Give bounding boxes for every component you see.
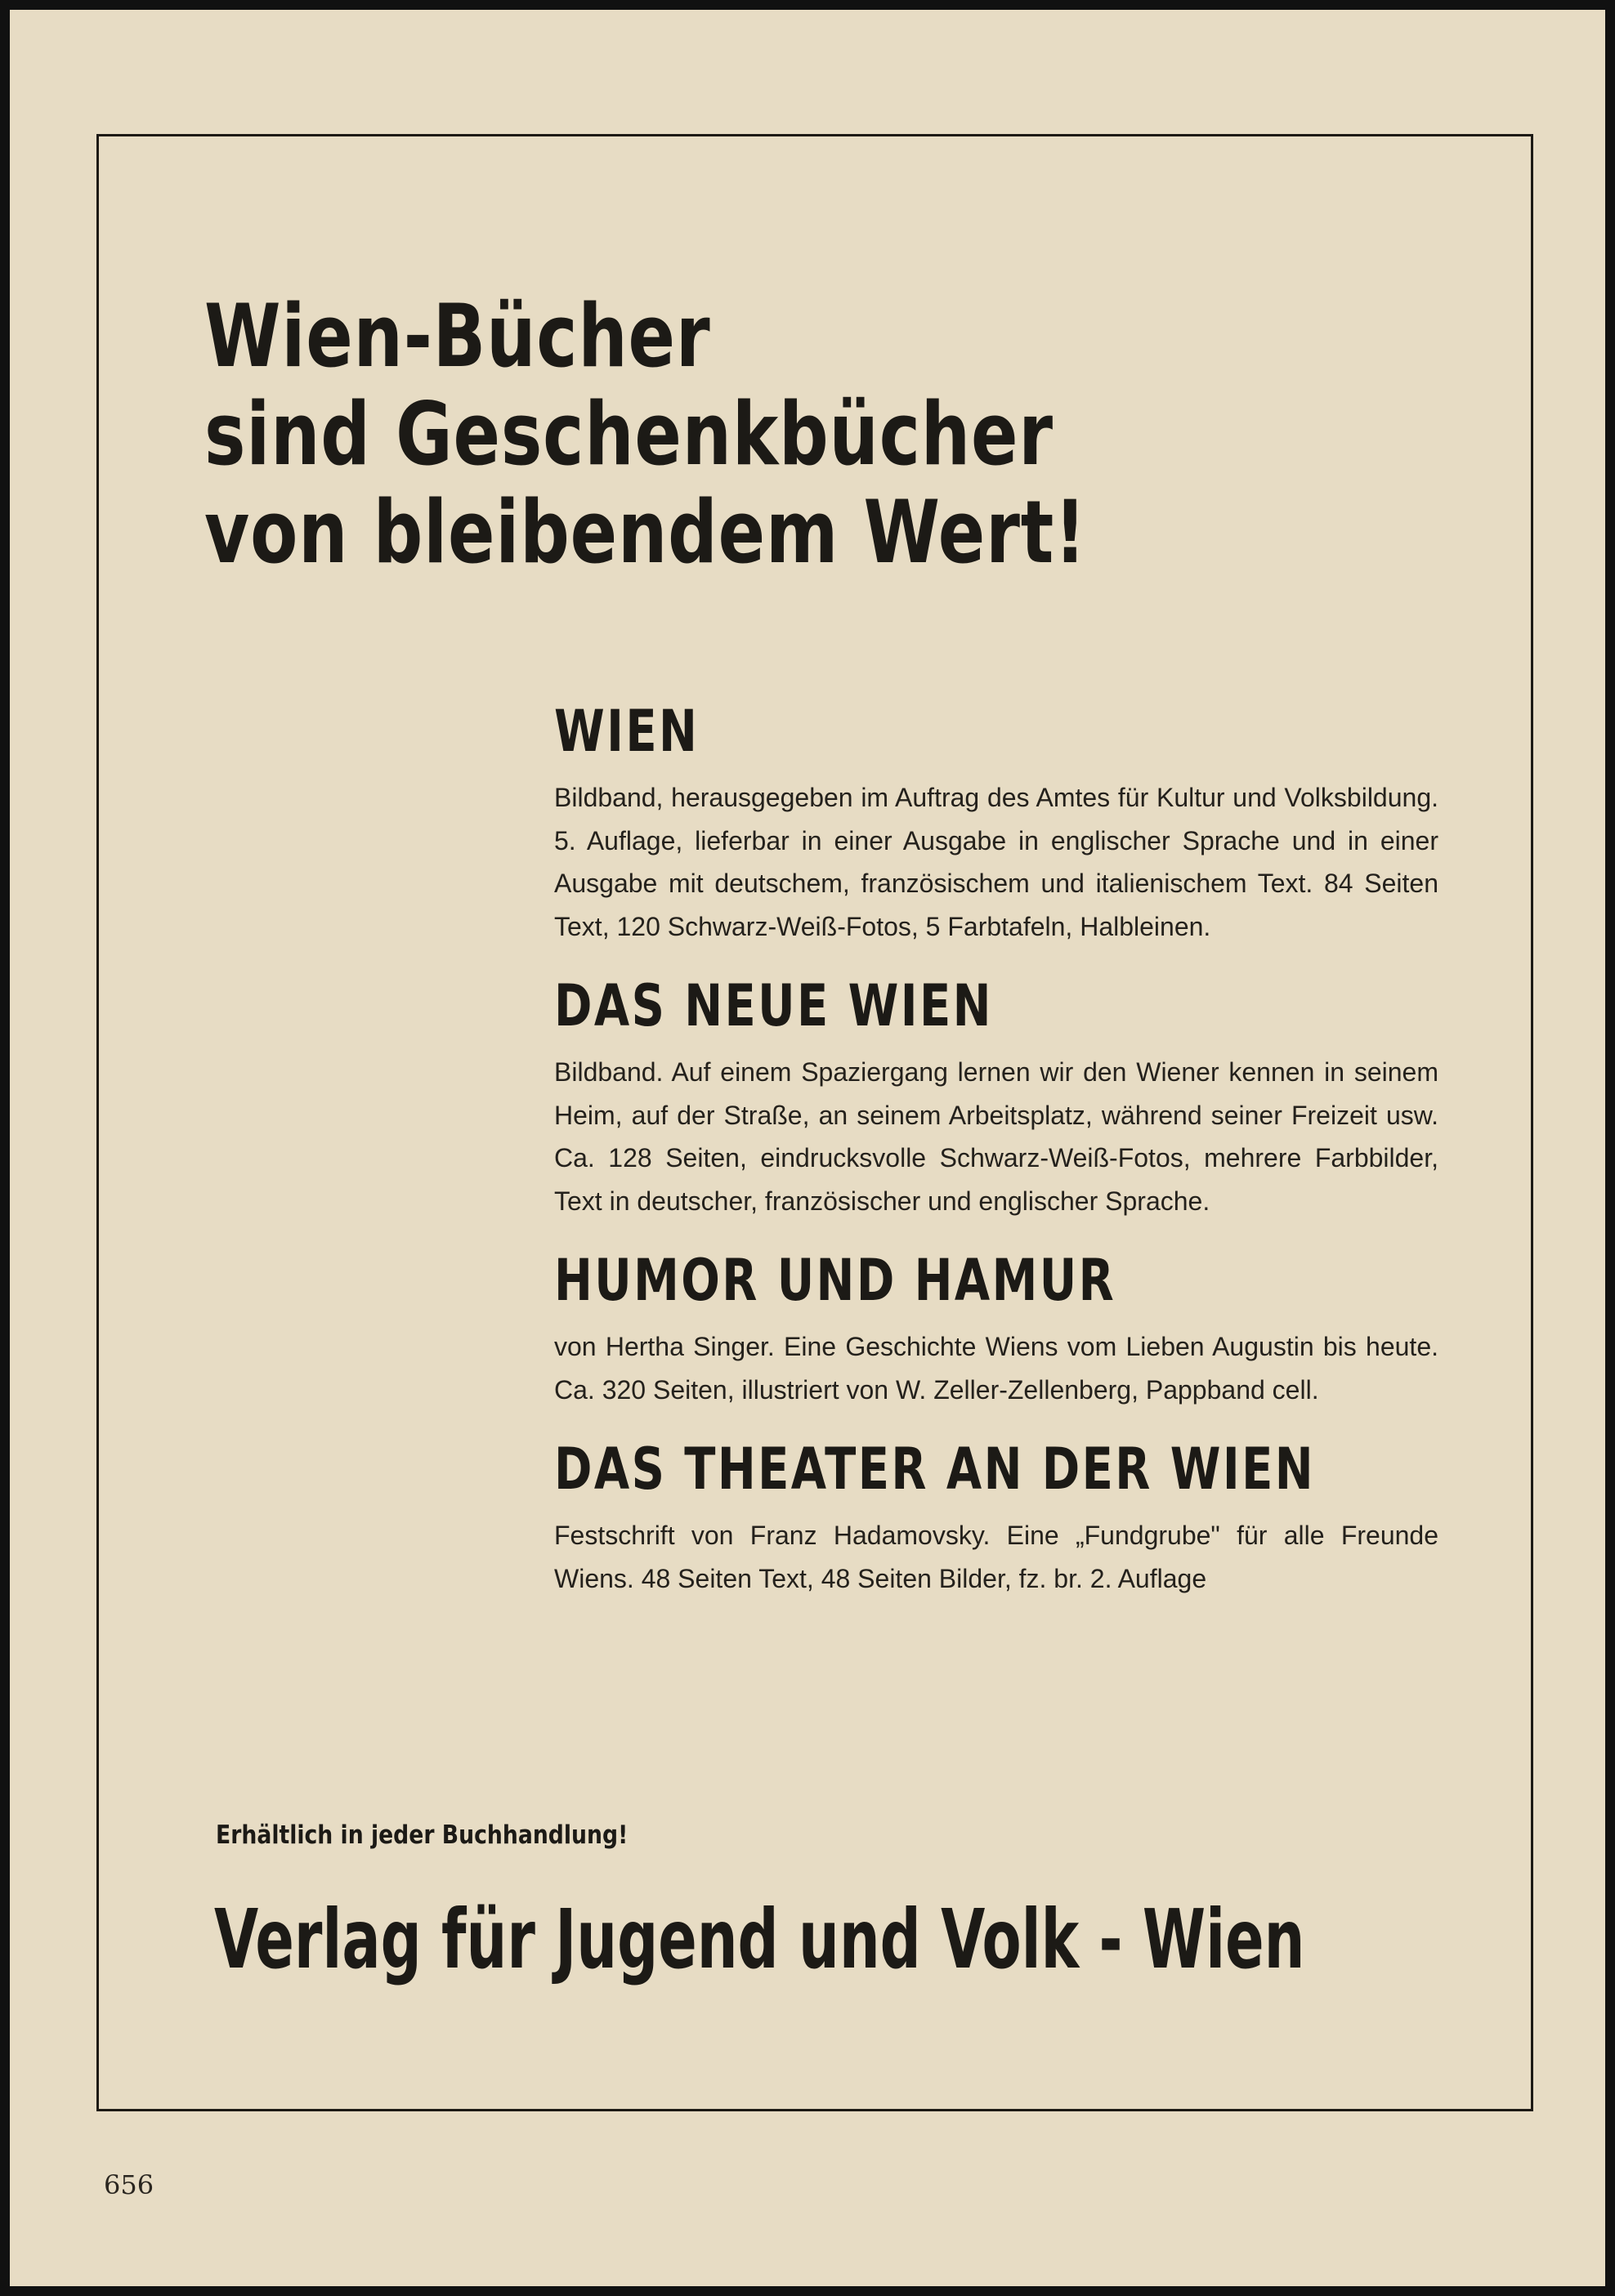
headline <box>204 288 1087 582</box>
headline-line: von bleibendem Wert! <box>204 482 1087 583</box>
book-description: Bildband. Auf einem Spaziergang lernen wir den Wiener kennen in seinem Heim, auf der Straße, an seinem Arbeitsplatz, während seiner Freizeit usw. Ca. 128 Seiten, eindrucksvolle Schwarz-Weiß-Fotos, mehrere Farbbilder, Text in deutscher, französischer und englischer Sprache. <box>554 1057 1438 1216</box>
book-entry-wien <box>554 695 1438 948</box>
book-entry-humor-und-hamur <box>554 1244 1438 1411</box>
headline-line: Wien-Bücher <box>204 286 711 386</box>
advertisement-page <box>10 10 1605 2286</box>
publisher-name: Verlag für Jugend und Volk - Wien <box>214 1892 1305 1987</box>
book-description: Bildband, herausgegeben im Auftrag des Amtes für Kultur und Volksbildung. 5. Auflage, lieferbar in einer Ausgabe in englischer Sprache und in einer Ausgabe mit deutschem, französischem und italienischem Text. 84 Seiten Text, 120 Schwarz-Weiß-Fotos, 5 Farbtafeln, Halbleinen. <box>554 783 1438 941</box>
book-description: Festschrift von Franz Hadamovsky. Eine „Fundgrube" für alle Freunde Wiens. 48 Seiten Text, 48 Seiten Bilder, fz. br. 2. Auflage <box>554 1521 1438 1593</box>
book-title: WIEN <box>554 698 700 765</box>
book-description: von Hertha Singer. Eine Geschichte Wiens vom Lieben Augustin bis heute. Ca. 320 Seiten, illustriert von W. Zeller-Zellenberg, Pappband cell. <box>554 1332 1438 1405</box>
book-title: DAS THEATER AN DER WIEN <box>554 1436 1316 1503</box>
headline-line: sind Geschenkbücher <box>204 384 1054 485</box>
book-entry-theater-an-der-wien <box>554 1432 1438 1600</box>
availability-note: Erhältlich in jeder Buchhandlung! <box>216 1820 629 1850</box>
page-number: 656 <box>104 2169 154 2200</box>
book-title: HUMOR UND HAMUR <box>554 1247 1116 1314</box>
book-title: DAS NEUE WIEN <box>554 972 993 1039</box>
book-list <box>554 695 1438 1621</box>
book-entry-das-neue-wien <box>554 969 1438 1222</box>
